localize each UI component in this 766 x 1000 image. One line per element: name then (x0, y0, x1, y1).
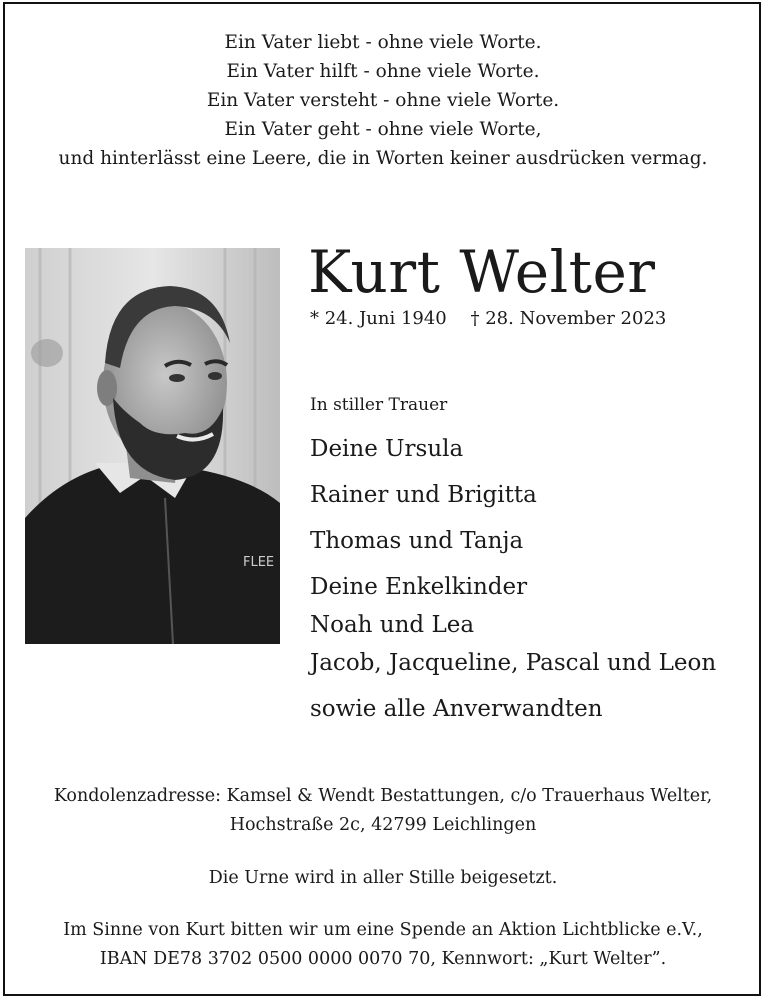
poem-line: Ein Vater hilft - ohne viele Worte. (226, 61, 540, 82)
poem-line: Ein Vater geht - ohne viele Worte, (224, 119, 542, 140)
life-dates (310, 305, 684, 333)
condolence-address (0, 782, 766, 840)
donation-line: Im Sinne von Kurt bitten wir um eine Spende an Aktion Lichtblicke e.V., (63, 920, 703, 940)
condolence-line: Hochstraße 2c, 42799 Leichlingen (229, 815, 537, 835)
poem (0, 28, 766, 173)
death-date: † 28. November 2023 (470, 308, 667, 329)
birth-date: * 24. Juni 1940 (310, 308, 447, 329)
deceased-name: Kurt Welter (308, 238, 656, 306)
poem-line: Ein Vater versteht - ohne viele Worte. (206, 90, 560, 111)
burial-note (0, 864, 766, 893)
portrait-photo (25, 248, 280, 644)
family-member: Deine Ursula (310, 436, 464, 462)
jacket-logo: FLEE (243, 555, 275, 570)
condolence-line: Kondolenzadresse: Kamsel & Wendt Bestattungen, c/o Trauerhaus Welter, (53, 786, 713, 806)
family-member: Noah und Lea (310, 612, 475, 638)
donation-request (0, 916, 766, 974)
family-member: Thomas und Tanja (310, 528, 524, 554)
mourning-intro: In stiller Trauer (310, 395, 448, 415)
poem-line: und hinterlässt eine Leere, die in Worten keiner ausdrücken vermag. (58, 148, 708, 169)
family-member: Rainer und Brigitta (310, 482, 537, 508)
family-member: Deine Enkelkinder (310, 574, 528, 600)
family-member: sowie alle Anverwandten (310, 696, 603, 722)
burial-note-text: Die Urne wird in aller Stille beigesetzt. (208, 868, 558, 888)
donation-line: IBAN DE78 3702 0500 0000 0070 70, Kennwort: „Kurt Welter”. (99, 949, 667, 969)
poem-line: Ein Vater liebt - ohne viele Worte. (224, 32, 542, 53)
family-member: Jacob, Jacqueline, Pascal und Leon (310, 650, 717, 676)
